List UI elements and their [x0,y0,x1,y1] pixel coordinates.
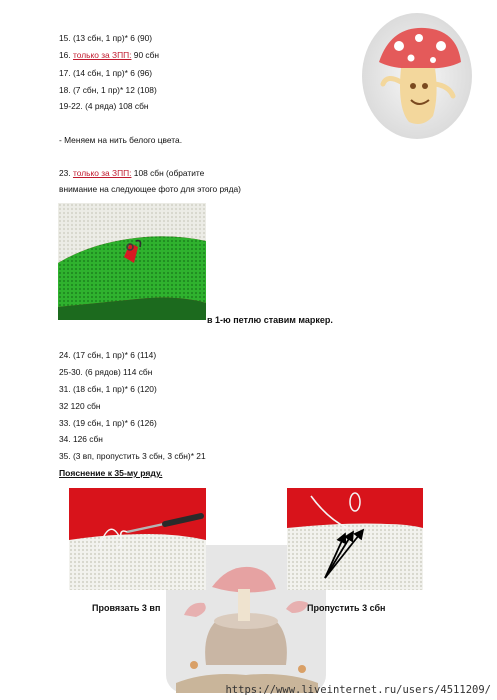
round-31: 31. (18 сбн, 1 пр)* 6 (120) [59,384,157,394]
highlight-text: только за ЗПП: [72,50,132,60]
round-text: 15. (13 сбн, 1 пр)* 6 (90) [59,33,153,43]
round-text: 18. (7 сбн, 1 пр)* 12 (108) [59,85,157,95]
round-15 [59,33,152,43]
round-18 [59,85,157,95]
round-19-22 [59,101,149,111]
caption-left: Провязать 3 вп [92,603,161,613]
marker-caption: в 1-ю петлю ставим маркер. [207,315,333,325]
caption-right: Пропустить 3 сбн [307,603,386,613]
highlight-text: только за ЗПП: [72,168,132,178]
explanation-heading: Пояснение к 35-му ряду. [59,468,163,478]
round-16 [59,50,159,60]
round-text: 90 сбн [131,50,160,60]
round-32: 32 120 сбн [59,401,101,411]
mushroom-logo-image [361,12,473,140]
round-24: 24. (17 сбн, 1 пр)* 6 (114) [59,350,157,360]
round-23-line2: внимание на следующее фото для этого ряда) [59,184,241,194]
round-text: 17. (14 сбн, 1 пр)* 6 (96) [59,68,153,78]
round-25-30: 25-30. (6 рядов) 114 сбн [59,367,153,377]
round-text: 108 сбн (обратите [131,168,205,178]
round-33: 33. (19 сбн, 1 пр)* 6 (126) [59,418,157,428]
round-17 [59,68,152,78]
hook-photo [69,488,206,590]
skip-stitches-photo [287,488,423,590]
round-text: 16. [59,50,73,60]
round-23 [59,168,204,178]
round-34: 34. 126 сбн [59,434,103,444]
marker-photo [58,203,206,320]
round-35: 35. (3 вп, пропустить 3 сбн, 3 сбн)* 21 [59,451,206,461]
change-color-note: - Меняем на нить белого цвета. [59,135,183,145]
round-text: 23. [59,168,73,178]
source-url[interactable]: https://www.liveinternet.ru/users/4511209/ [225,684,491,696]
round-text: 19-22. (4 ряда) 108 сбн [59,101,149,111]
